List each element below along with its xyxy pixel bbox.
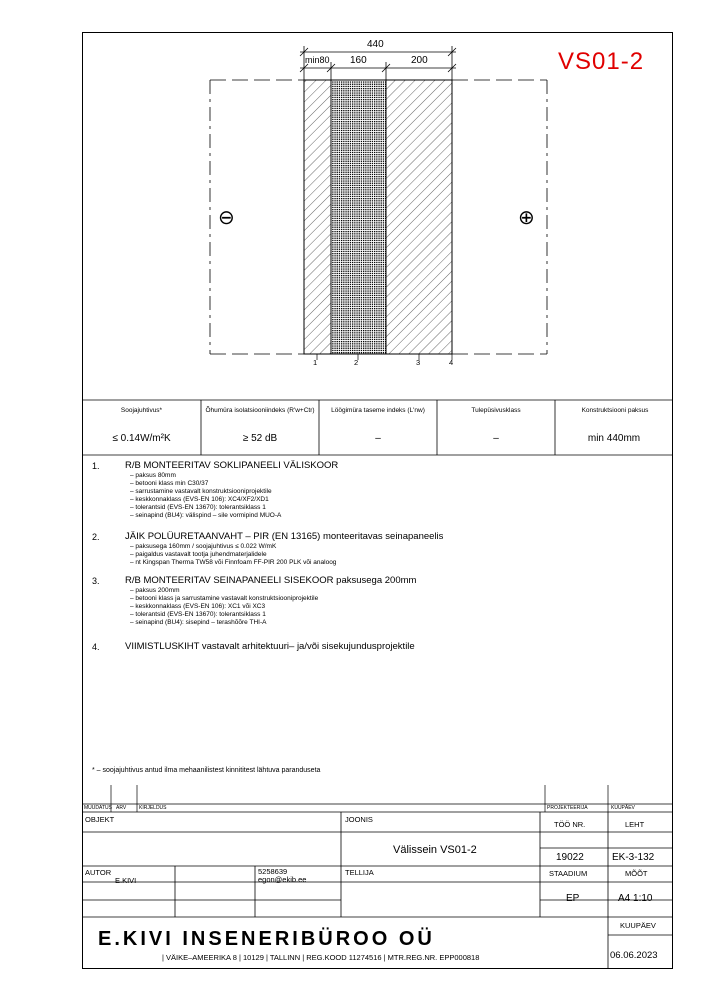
property-value: – bbox=[493, 433, 499, 444]
revision-label-arv: ARV bbox=[116, 805, 127, 811]
property-value: ≥ 52 dB bbox=[242, 433, 278, 444]
note-line: – tolerantsid (EVS-EN 13670): tolerantsiklass 1 bbox=[130, 504, 266, 511]
staadium-label: STAADIUM bbox=[549, 869, 588, 878]
kuupaev-value: 06.06.2023 bbox=[610, 950, 658, 961]
revision-label-projekteerija: PROJEKTEERIJA bbox=[547, 805, 588, 811]
note-line: – sarrustamine vastavalt konstruktsiooniprojektile bbox=[130, 488, 272, 495]
minus-side-marker: ⊖ bbox=[218, 207, 235, 229]
note-line: – paksus 80mm bbox=[130, 472, 176, 479]
note-number: 3. bbox=[92, 576, 100, 586]
staadium-value: EP bbox=[566, 893, 580, 904]
leht-value: EK-3-132 bbox=[612, 852, 655, 863]
autor-value: E.KIVI bbox=[115, 876, 137, 885]
note-line: – keskkonnaklass (EVS-EN 106): XC4/XF2/XD1 bbox=[130, 496, 269, 503]
note-number: 2. bbox=[92, 532, 100, 542]
note-line: – betooni klass ja sarrustamine vastavalt konstruktsiooniprojektile bbox=[130, 595, 319, 602]
property-value: min 440mm bbox=[587, 433, 641, 444]
kuupaev-label: KUUPÄEV bbox=[620, 921, 656, 930]
plus-side-marker: ⊕ bbox=[518, 207, 535, 229]
author-phone: 5258639 bbox=[258, 867, 288, 876]
dimension-160: 160 bbox=[350, 55, 367, 66]
property-label: Soojajuhtivus* bbox=[120, 407, 163, 414]
layer-3-inner-concrete bbox=[386, 80, 452, 354]
property-value: – bbox=[375, 433, 381, 444]
note-line: – paigaldus vastavalt tootja juhendmaterjalidele bbox=[130, 551, 267, 558]
revision-label-muudatus: MUUDATUS bbox=[84, 805, 112, 811]
property-label: Õhumüra isolatsiooniindeks (R'w+Ctr) bbox=[205, 407, 315, 414]
joonis-value: Välissein VS01-2 bbox=[393, 844, 477, 856]
note-line: – paksusega 160mm / soojajuhtivus ≤ 0.022 W/mK bbox=[130, 543, 277, 550]
revision-label-kirjeldus: KIRJELDUS bbox=[139, 805, 167, 811]
property-label: Tulepüsivusklass bbox=[471, 407, 521, 414]
footnote: * – soojajuhtivus antud ilma mehaanilistest kinnititest lähtuva paranduseta bbox=[92, 767, 321, 774]
tellija-label: TELLIJA bbox=[345, 868, 374, 877]
note-line: – nt Kingspan Therma TW58 või Finnfoam FF-PIR 200 PLK või analoog bbox=[130, 559, 337, 566]
note-heading: R/B MONTEERITAV SOKLIPANEELI VÄLISKOOR bbox=[125, 460, 339, 471]
autor-label: AUTOR bbox=[85, 868, 112, 877]
layer-1-outer-concrete bbox=[304, 80, 331, 354]
moot-label: MÕÕT bbox=[625, 869, 648, 878]
objekt-label: OBJEKT bbox=[85, 815, 115, 824]
leht-label: LEHT bbox=[625, 820, 645, 829]
dimension-total: 440 bbox=[367, 39, 384, 50]
note-heading: VIIMISTLUSKIHT vastavalt arhitektuuri– ja/või sisekujundusprojektile bbox=[125, 641, 415, 652]
company-name: E.KIVI INSENERIBÜROO OÜ bbox=[98, 928, 435, 950]
note-heading: JÄIK POLÜURETAANVAHT – PIR (EN 13165) monteeritavas seinapaneelis bbox=[125, 531, 444, 542]
too-nr-value: 19022 bbox=[556, 852, 584, 863]
property-label: Konstruktsiooni paksus bbox=[581, 407, 649, 414]
layer-2-insulation bbox=[331, 80, 386, 354]
layer-number-leaders bbox=[317, 354, 452, 360]
note-line: – seinapind (BU4): sisepind – terashõõre THI-A bbox=[130, 619, 267, 626]
drawing-code: VS01-2 bbox=[558, 48, 645, 75]
property-value: ≤ 0.14W/m²K bbox=[112, 433, 171, 444]
note-line: – seinapind (BU4): välispind – sile vormipind MUO-A bbox=[130, 512, 282, 519]
dimension-min80: min80 bbox=[305, 55, 330, 65]
layer-number-3: 3 bbox=[416, 358, 421, 367]
revision-label-kuupaev: KUUPÄEV bbox=[611, 805, 635, 811]
layer-number-2: 2 bbox=[354, 358, 359, 367]
too-nr-label: TÖÖ NR. bbox=[554, 820, 586, 829]
note-number: 4. bbox=[92, 642, 100, 652]
layer-number-1: 1 bbox=[313, 358, 318, 367]
company-address: | VÄIKE–AMEERIKA 8 | 10129 | TALLINN | REG.KOOD 11274516 | MTR.REG.NR. EPP000818 bbox=[162, 953, 480, 962]
author-email: egon@ekib.ee bbox=[258, 875, 307, 884]
dimension-200: 200 bbox=[411, 55, 428, 66]
property-label: Löögimüra taseme indeks (L'nw) bbox=[331, 407, 425, 414]
note-line: – tolerantsid (EVS-EN 13670): tolerantsiklass 1 bbox=[130, 611, 266, 618]
note-line: – paksus 200mm bbox=[130, 587, 180, 594]
moot-value: A4 1:10 bbox=[618, 893, 653, 904]
layer-number-4: 4 bbox=[449, 358, 454, 367]
note-heading: R/B MONTEERITAV SEINAPANEELI SISEKOOR paksusega 200mm bbox=[125, 575, 417, 586]
note-line: – keskkonnaklass (EVS-EN 106): XC1 või XC3 bbox=[130, 603, 266, 610]
note-number: 1. bbox=[92, 461, 100, 471]
joonis-label: JOONIS bbox=[345, 815, 373, 824]
note-line: – betooni klass min C30/37 bbox=[130, 480, 209, 487]
